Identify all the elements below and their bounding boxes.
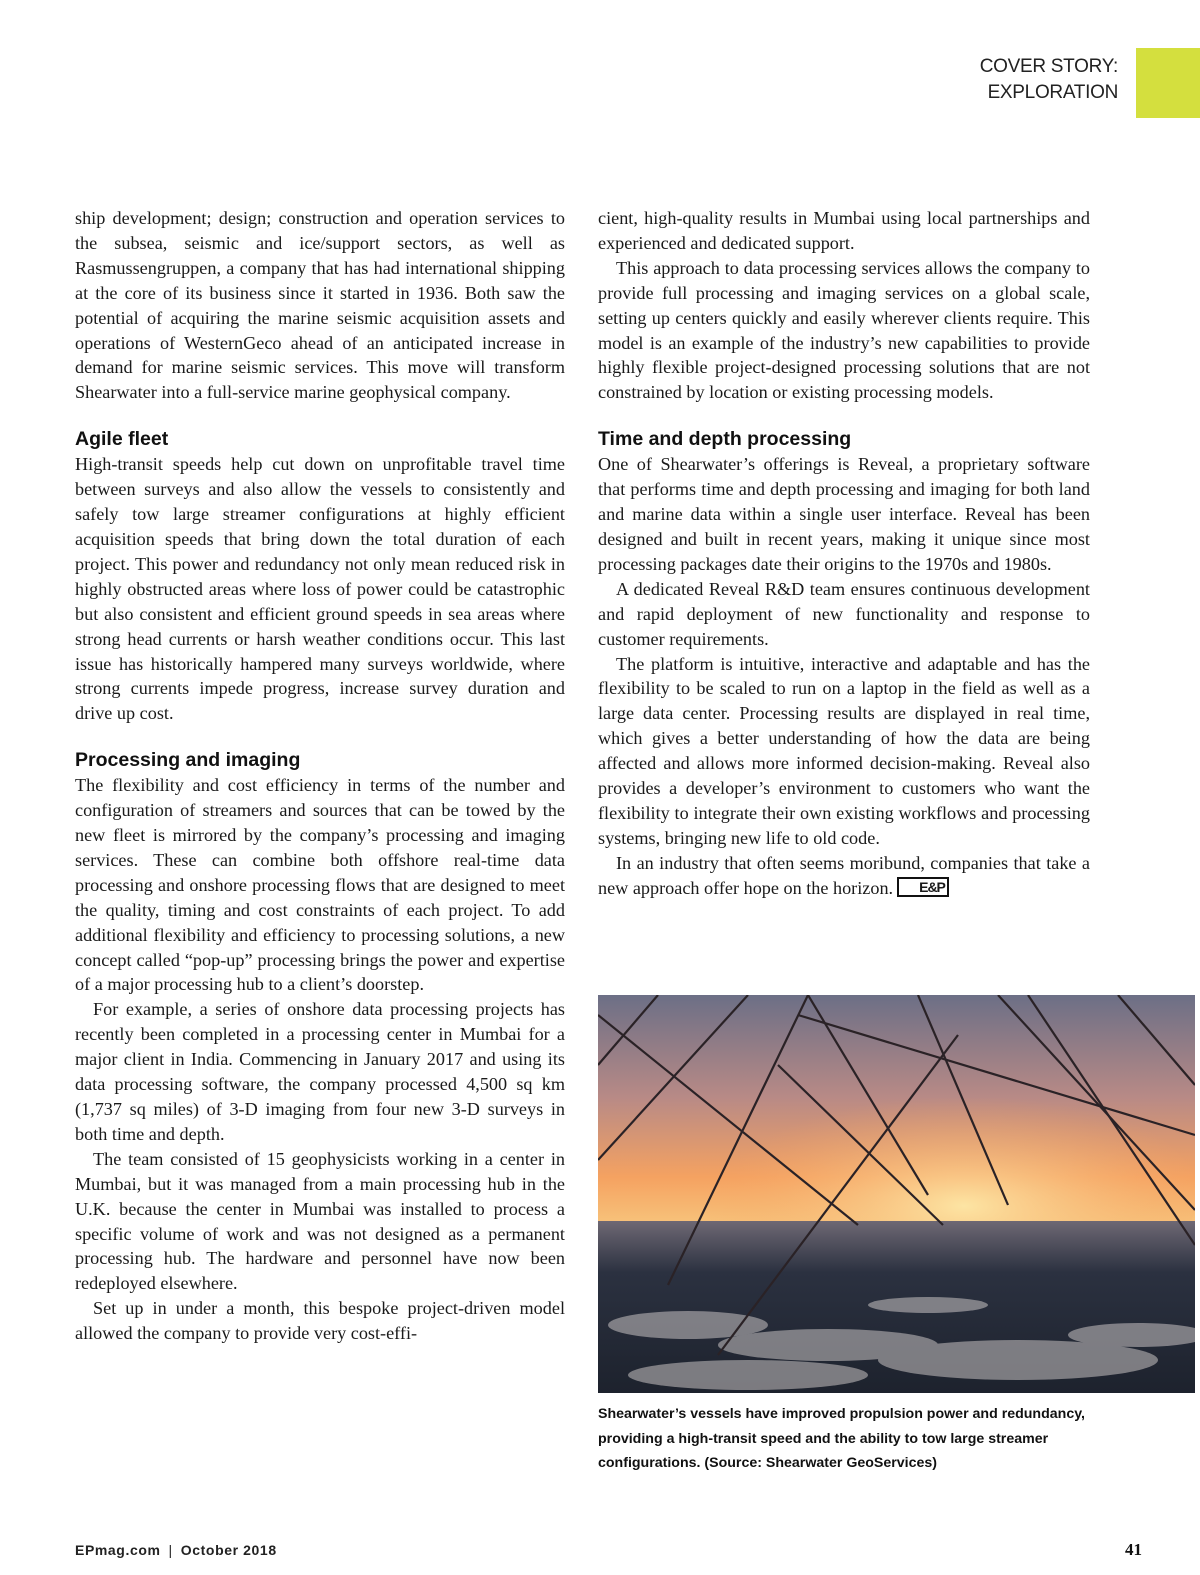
sunset-streamer-photo — [598, 995, 1195, 1393]
heading-agile-fleet: Agile fleet — [75, 428, 169, 451]
time-depth-paragraph-4 — [598, 851, 1090, 901]
closing-text: In an industry that often seems moribund, companies that take a new approach offer hope on the horizon. — [598, 852, 1090, 898]
photo-illustration — [598, 995, 1195, 1393]
time-depth-paragraph-3: The platform is intuitive, interactive and adaptable and has the flexibility to be scaled to run on a laptop in the field as well as a large data center. Processing results are displayed in real time, which gives a better understanding of how the data are being affected and allows more informed decision-making. Reveal also provides a developer’s environment to customers who want the flexibility to integrate their own existing workflows and processing systems, bringing new life to old code. — [598, 653, 1090, 848]
page-number: 41 — [1125, 1540, 1142, 1559]
processing-paragraph-4: Set up in under a month, this bespoke project-driven model allowed the company to provide very cost-effi- — [75, 1298, 565, 1344]
footer-separator: | — [168, 1542, 173, 1558]
photo-caption: Shearwater’s vessels have improved propulsion power and redundancy, providing a high-transit speed and the ability to tow large streamer configurations. (Source: Shearwater GeoServices) — [598, 1406, 1085, 1471]
footer-date: October 2018 — [180, 1542, 277, 1558]
time-depth-paragraph-1: One of Shearwater’s offerings is Reveal, a proprietary software that performs time and depth processing and imaging for both land and marine data within a single user interface. Reveal has been designed and built in recent years, making it unique since most processing packages date their origins to the 1970s and 1980s. — [598, 454, 1090, 574]
processing-paragraph-2: For example, a series of onshore data processing projects has recently been completed in a processing center in Mumbai for a major client in India. Commencing in January 2017 and using its data processing software, the company processed 4,500 sq km (1,737 sq miles) of 3-D imaging from four new 3-D surveys in both time and depth. — [75, 999, 565, 1144]
continued-paragraph-2: This approach to data processing services allows the company to provide full processing and imaging services on a global scale, setting up centers quickly and easily wherever clients require. This model is an example of the industry’s new capabilities to provide highly flexible project-designed processing solutions that are not constrained by location or existing processing models. — [598, 257, 1090, 403]
processing-paragraph-1: The flexibility and cost efficiency in terms of the number and configuration of streamers and sources that can be towed by the new fleet is mirrored by the company’s processing and imaging services. These can combine both offshore real-time data processing and onshore processing flows that are designed to meet the quality, timing and cost constraints of each project. To add additional flexibility and efficiency to processing solutions, a new concept called “pop-up” processing brings the power and expertise of a major processing hub to a client’s doorstep. — [75, 775, 565, 995]
footer-publication — [75, 1542, 277, 1558]
section-label — [980, 54, 1118, 106]
time-depth-paragraph-2: A dedicated Reveal R&D team ensures continuous development and rapid deployment of new functionality and response to customer requirements. — [598, 578, 1090, 649]
right-column — [598, 206, 1090, 901]
heading-time-depth: Time and depth processing — [598, 428, 852, 451]
intro-paragraph: ship development; design; construction and operation services to the subsea, seismic and ice/support sectors, as well as Rasmussengruppen, a company that has had international shipping at the core of its business since it started in 1936. Both saw the potential of acquiring the marine seismic acquisition assets and operations of WesternGeco ahead of an anticipated increase in demand for marine seismic services. This move will transform Shearwater into a full-service marine geophysical company. — [75, 208, 565, 403]
section-color-tab — [1136, 48, 1200, 118]
continued-paragraph-1: cient, high-quality results in Mumbai using local partnerships and experienced and dedicated support. — [598, 208, 1090, 253]
section-label-line1: COVER STORY: — [979, 56, 1118, 77]
footer-site-link[interactable]: EPmag.com — [75, 1542, 161, 1558]
section-label-line2: EXPLORATION — [987, 82, 1118, 103]
left-column — [75, 206, 565, 1346]
agile-paragraph: High-transit speeds help cut down on unprofitable travel time between surveys and also allow the vessels to consistently and safely tow large streamer configurations at highly efficient acquisition speeds that bring down the total duration of each project. This power and redundancy not only mean reduced risk in highly obstructed areas where loss of power could be catastrophic but also consistent and efficient ground speeds in sea areas where strong head currents or harsh weather conditions occur. This last issue has historically hampered many surveys worldwide, where strong currents impede progress, increase survey duration and drive up cost. — [75, 454, 565, 724]
ep-end-mark-icon: E&P — [897, 877, 949, 897]
heading-processing-imaging: Processing and imaging — [75, 749, 301, 772]
processing-paragraph-3: The team consisted of 15 geophysicists working in a center in Mumbai, but it was managed from a main processing hub in the U.K. because the center in Mumbai was installed to process a specific volume of work and was not designed as a permanent processing hub. The hardware and personnel have now been redeployed elsewhere. — [75, 1148, 565, 1294]
